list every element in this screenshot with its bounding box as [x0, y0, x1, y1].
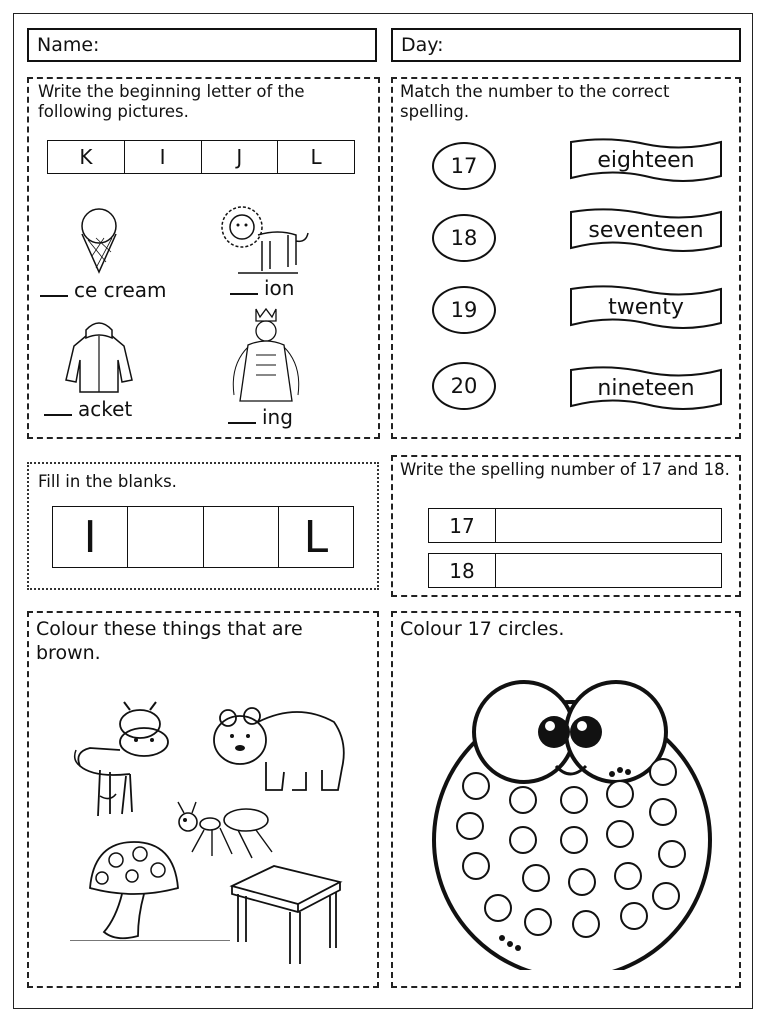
spelling-text: twenty — [608, 294, 684, 320]
letter-choice: K — [48, 141, 125, 173]
beginning-letter-instruction: Write the beginning letter of the following pictures. — [38, 82, 305, 121]
answer-blank[interactable] — [230, 293, 258, 295]
letter-choice: I — [125, 141, 202, 173]
jacket-word: acket — [44, 397, 132, 421]
name-field[interactable] — [27, 28, 377, 62]
answer-blank[interactable] — [40, 295, 68, 297]
letter-choice: L — [310, 145, 322, 169]
answer-blank[interactable] — [44, 414, 72, 416]
number-oval[interactable]: 18 — [432, 214, 496, 262]
match-numbers-instruction: Match the number to the correct spelling. — [400, 82, 670, 121]
spelling-answer-field[interactable] — [496, 509, 721, 542]
day-label: Day: — [401, 34, 444, 56]
spelling-numbers-instruction: Write the spelling number of 17 and 18. — [400, 460, 730, 479]
spelling-row — [428, 553, 722, 588]
letter-choices — [47, 140, 355, 174]
colour-circles-instruction: Colour 17 circles. — [400, 618, 565, 640]
lion-picture — [218, 205, 314, 277]
frog-picture[interactable] — [426, 670, 726, 970]
lion-word: ion — [230, 276, 294, 300]
spelling-banner[interactable] — [569, 285, 723, 329]
spelling-row-number: 17 — [429, 509, 496, 542]
king-word: ing — [228, 405, 293, 429]
spelling-banner[interactable] — [569, 138, 723, 182]
fill-cell[interactable] — [128, 507, 203, 567]
ice-cream-word: ce cream — [40, 278, 166, 302]
number-oval[interactable]: 20 — [432, 362, 496, 410]
spelling-banner[interactable] — [569, 208, 723, 252]
number-oval[interactable]: 17 — [432, 142, 496, 190]
bear-picture[interactable] — [206, 702, 348, 794]
day-field[interactable] — [391, 28, 741, 62]
fill-blanks-row — [52, 506, 354, 568]
fill-blanks-instruction: Fill in the blanks. — [38, 472, 177, 491]
table-picture[interactable] — [228, 862, 344, 968]
fill-cell: L — [303, 511, 329, 563]
mushroom-picture[interactable] — [86, 838, 182, 944]
letter-choice: J — [202, 141, 279, 173]
spelling-row — [428, 508, 722, 543]
colour-brown-instruction: Colour these things that are brown. — [36, 618, 303, 664]
ice-cream-picture — [76, 206, 122, 276]
answer-blank[interactable] — [228, 422, 256, 424]
spelling-text: nineteen — [597, 375, 695, 401]
fill-cell[interactable] — [204, 507, 279, 567]
spelling-text: seventeen — [588, 217, 704, 243]
ant-picture[interactable] — [172, 800, 282, 860]
spelling-row-number: 18 — [429, 554, 496, 587]
king-picture — [226, 305, 306, 405]
ground-line — [70, 940, 230, 941]
name-label: Name: — [37, 34, 100, 56]
fill-cell: I — [53, 507, 128, 567]
jacket-picture — [64, 318, 134, 394]
spelling-banner[interactable] — [569, 366, 723, 410]
number-oval[interactable]: 19 — [432, 286, 496, 334]
spelling-answer-field[interactable] — [496, 554, 721, 587]
spelling-text: eighteen — [597, 147, 695, 173]
